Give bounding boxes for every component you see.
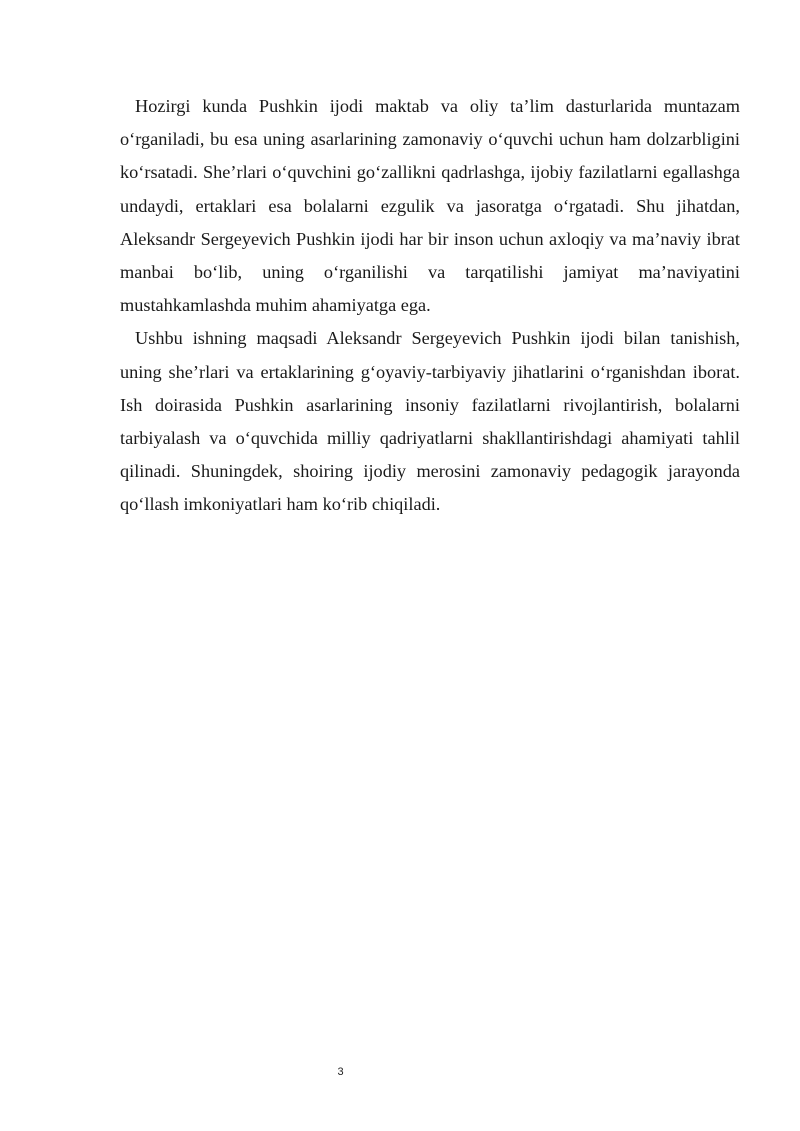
body-text [120,90,740,522]
page-number: 3 [337,1066,344,1078]
paragraph-1: Hozirgi kunda Pushkin ijodi maktab va oliy taʼlim dasturlarida muntazam oʻrganiladi, bu esa uning asarlarining zamonaviy oʻquvchi uchun ham dolzarbligini koʻrsatadi. Sheʼrlari oʻquvchini goʻzallikni qadrlashga, ijobiy fazilatlarni egallashga undaydi, ertaklari esa bolalarni ezgulik va jasoratga oʻrgatadi. Shu jihatdan, Aleksandr Sergeyevich Pushkin ijodi har bir inson uchun axloqiy va maʼnaviy ibrat manbai boʻlib, uning oʻrganilishi va tarqatilishi jamiyat maʼnaviyatini mustahkamlashda muhim ahamiyatga ega. [120,96,740,316]
paragraph-2: Ushbu ishning maqsadi Aleksandr Sergeyevich Pushkin ijodi bilan tanishish, uning sheʼrlari va ertaklarining gʻoyaviy-tarbiyaviy jihatlarini oʻrganishdan iborat. Ish doirasida Pushkin asarlarining insoniy fazilatlarni rivojlantirish, bolalarni tarbiyalash va oʻquvchida milliy qadriyatlarni shakllantirishdagi ahamiyati tahlil qilinadi. Shuningdek, shoiring ijodiy merosini zamonaviy pedagogik jarayonda qoʻllash imkoniyatlari ham koʻrib chiqiladi. [120,328,740,515]
